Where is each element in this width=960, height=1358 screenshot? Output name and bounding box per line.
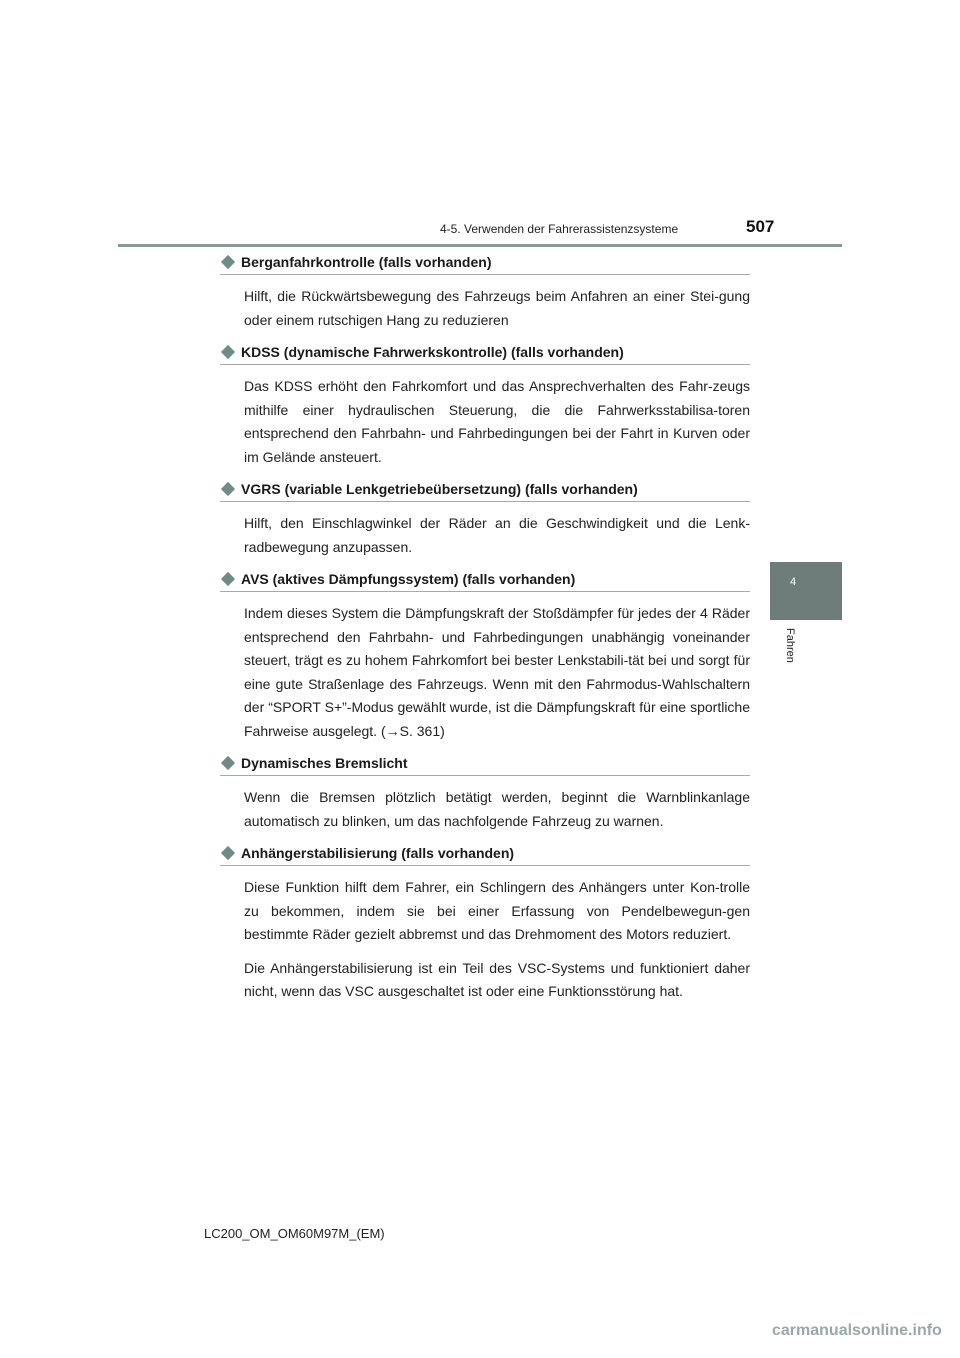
section-heading <box>220 252 750 275</box>
chapter-label <box>784 628 804 688</box>
page-number: 507 <box>746 217 775 236</box>
paragraph: Das KDSS erhöht den Fahrkomfort und das Ansprechverhalten des Fahr-zeugs mithilfe einer hydraulischen Steuerung, die die Fahrwerksstabilisa-toren entsprechend den Fahrbahn- und Fahrbedingungen bei der Fahrt in Kurven oder im Gelände ansteuert. <box>244 378 750 465</box>
diamond-bullet-icon <box>221 481 235 495</box>
paragraph: Hilft, die Rückwärtsbewegung des Fahrzeugs beim Anfahren an einer Stei-gung oder einem rutschigen Hang zu reduzieren <box>244 288 750 328</box>
main-content <box>220 252 750 1014</box>
diamond-bullet-icon <box>221 571 235 585</box>
section-title: Dynamisches Bremslicht <box>241 754 408 771</box>
section-heading <box>220 753 750 776</box>
section-title: VGRS (variable Lenkgetriebeübersetzung) (falls vorhanden) <box>241 480 638 497</box>
diamond-bullet-icon <box>221 845 235 859</box>
section-body <box>244 285 750 332</box>
section-body <box>244 602 750 743</box>
paragraph: Hilft, den Einschlagwinkel der Räder an die Geschwindigkeit und die Lenk-radbewegung anzupassen. <box>244 515 750 555</box>
section-dynamisches-bremslicht <box>220 753 750 833</box>
section-anhaengerstabilisierung <box>220 843 750 1004</box>
paragraph: Wenn die Bremsen plötzlich betätigt werden, beginnt die Warnblinkanlage automatisch zu blinken, um das nachfolgende Fahrzeug zu warnen. <box>244 789 750 829</box>
section-heading <box>220 342 750 365</box>
section-title: KDSS (dynamische Fahrwerkskontrolle) (falls vorhanden) <box>241 343 624 360</box>
paragraph: Diese Funktion hilft dem Fahrer, ein Schlingern des Anhängers unter Kon-trolle zu bekommen, indem sie bei einer Erfassung von Pendelbewegun-gen bestimmte Räder gezielt abbremst und das Drehmoment des Motors reduziert. <box>244 879 750 942</box>
section-heading <box>220 569 750 592</box>
section-title: Berganfahrkontrolle (falls vorhanden) <box>241 253 492 270</box>
section-berganfahrkontrolle <box>220 252 750 332</box>
section-title: Anhängerstabilisierung (falls vorhanden) <box>241 844 515 861</box>
section-body <box>244 512 750 559</box>
section-body <box>244 375 750 469</box>
diamond-bullet-icon <box>221 755 235 769</box>
section-title: AVS (aktives Dämpfungssystem) (falls vorhanden) <box>241 570 576 587</box>
section-heading <box>220 843 750 866</box>
paragraph: Indem dieses System die Dämpfungskraft der Stoßdämpfer für jedes der 4 Räder entsprechend den Fahrbahn- und Fahrbedingungen unabhängig voneinander steuert, trägt es zu hohem Fahrkomfort bei bester Lenkstabili-tät bei und sorgt für eine gute Straßenlage des Fahrzeugs. Wenn mit den Fahrmodus-Wahlschaltern der “SPORT S+”-Modus gewählt wurde, ist die Dämpfungskraft für eine sportliche Fahrweise ausgelegt. (→S. 361) <box>244 605 750 739</box>
section-heading <box>220 479 750 502</box>
diamond-bullet-icon <box>221 344 235 358</box>
diamond-bullet-icon <box>221 254 235 268</box>
header-divider <box>118 244 842 247</box>
watermark[interactable]: carmanualsonline.info <box>772 1322 942 1339</box>
running-header: 4-5. Verwenden der Fahrerassistenzsysteme <box>440 222 679 236</box>
paragraph: Die Anhängerstabilisierung ist ein Teil des VSC-Systems und funktioniert daher nicht, wenn das VSC ausgeschaltet ist oder eine Funktionsstörung hat. <box>244 959 750 999</box>
document-code: LC200_OM_OM60M97M_(EM) <box>204 1226 385 1241</box>
chapter-label-text: Fahren <box>784 628 796 663</box>
chapter-tab[interactable] <box>770 562 842 620</box>
chapter-tab-number: 4 <box>790 576 797 588</box>
section-kdss <box>220 342 750 469</box>
section-body <box>244 876 750 1004</box>
section-vgrs <box>220 479 750 559</box>
section-body <box>244 786 750 833</box>
section-avs <box>220 569 750 743</box>
